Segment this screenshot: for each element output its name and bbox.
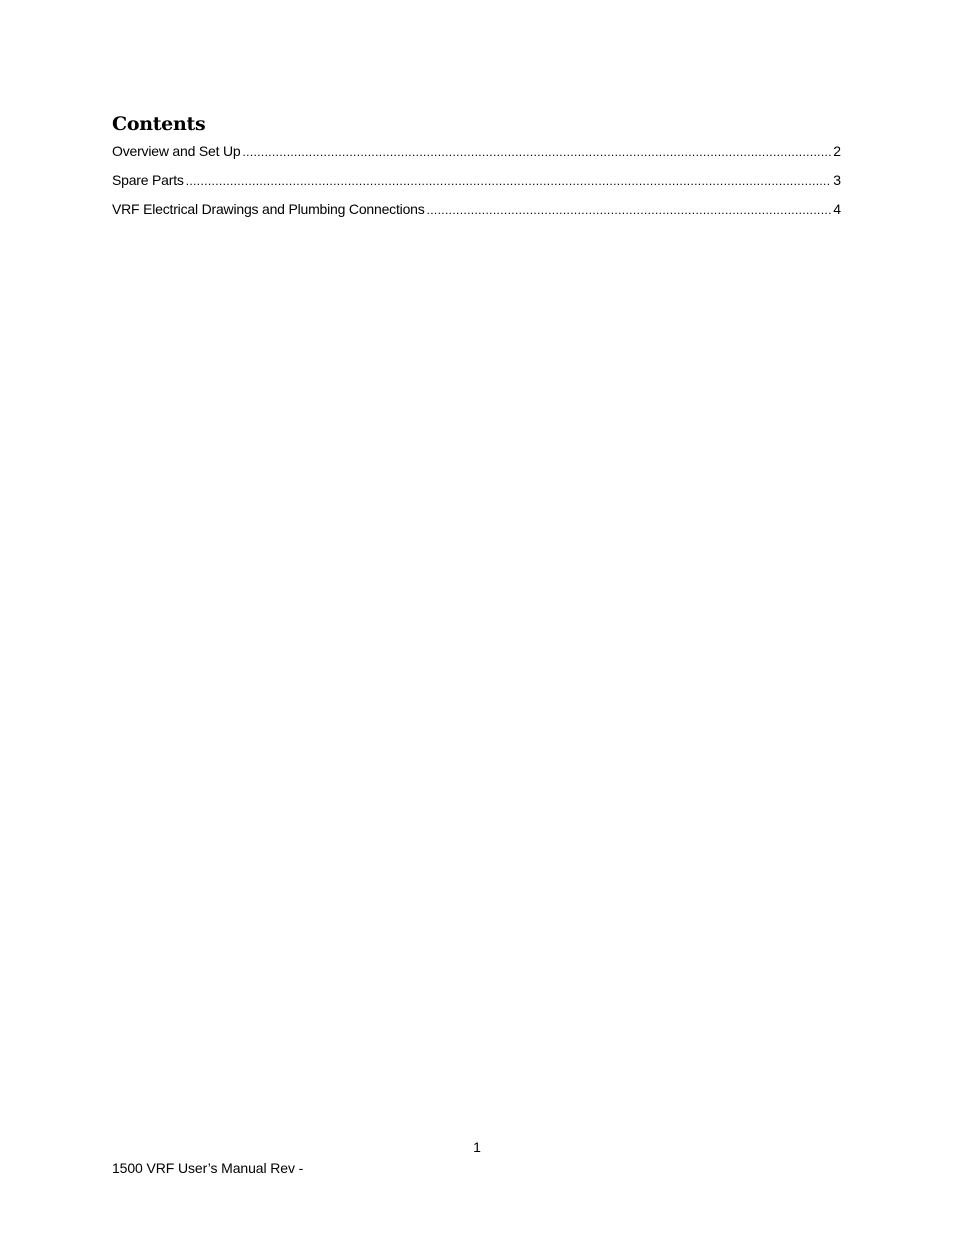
toc-entry-title: Spare Parts — [112, 172, 184, 188]
page-number: 1 — [473, 1139, 481, 1155]
toc-heading: Contents — [112, 113, 206, 135]
footer-document-title: 1500 VRF User’s Manual Rev - — [112, 1160, 304, 1176]
toc-entry-electrical-drawings[interactable] — [112, 199, 841, 228]
toc-dot-leader — [242, 142, 831, 162]
toc-entry-page: 4 — [833, 201, 841, 217]
toc-entry-title: Overview and Set Up — [112, 143, 241, 159]
toc-entry-page: 3 — [833, 172, 841, 188]
toc-dot-leader — [186, 171, 831, 191]
toc-entry-page: 2 — [833, 143, 841, 159]
toc-dot-leader — [427, 200, 832, 220]
toc-entry-spare-parts[interactable] — [112, 170, 841, 199]
toc-entry-title: VRF Electrical Drawings and Plumbing Connections — [112, 201, 425, 217]
toc-entry-overview[interactable] — [112, 141, 841, 170]
table-of-contents — [112, 141, 841, 228]
